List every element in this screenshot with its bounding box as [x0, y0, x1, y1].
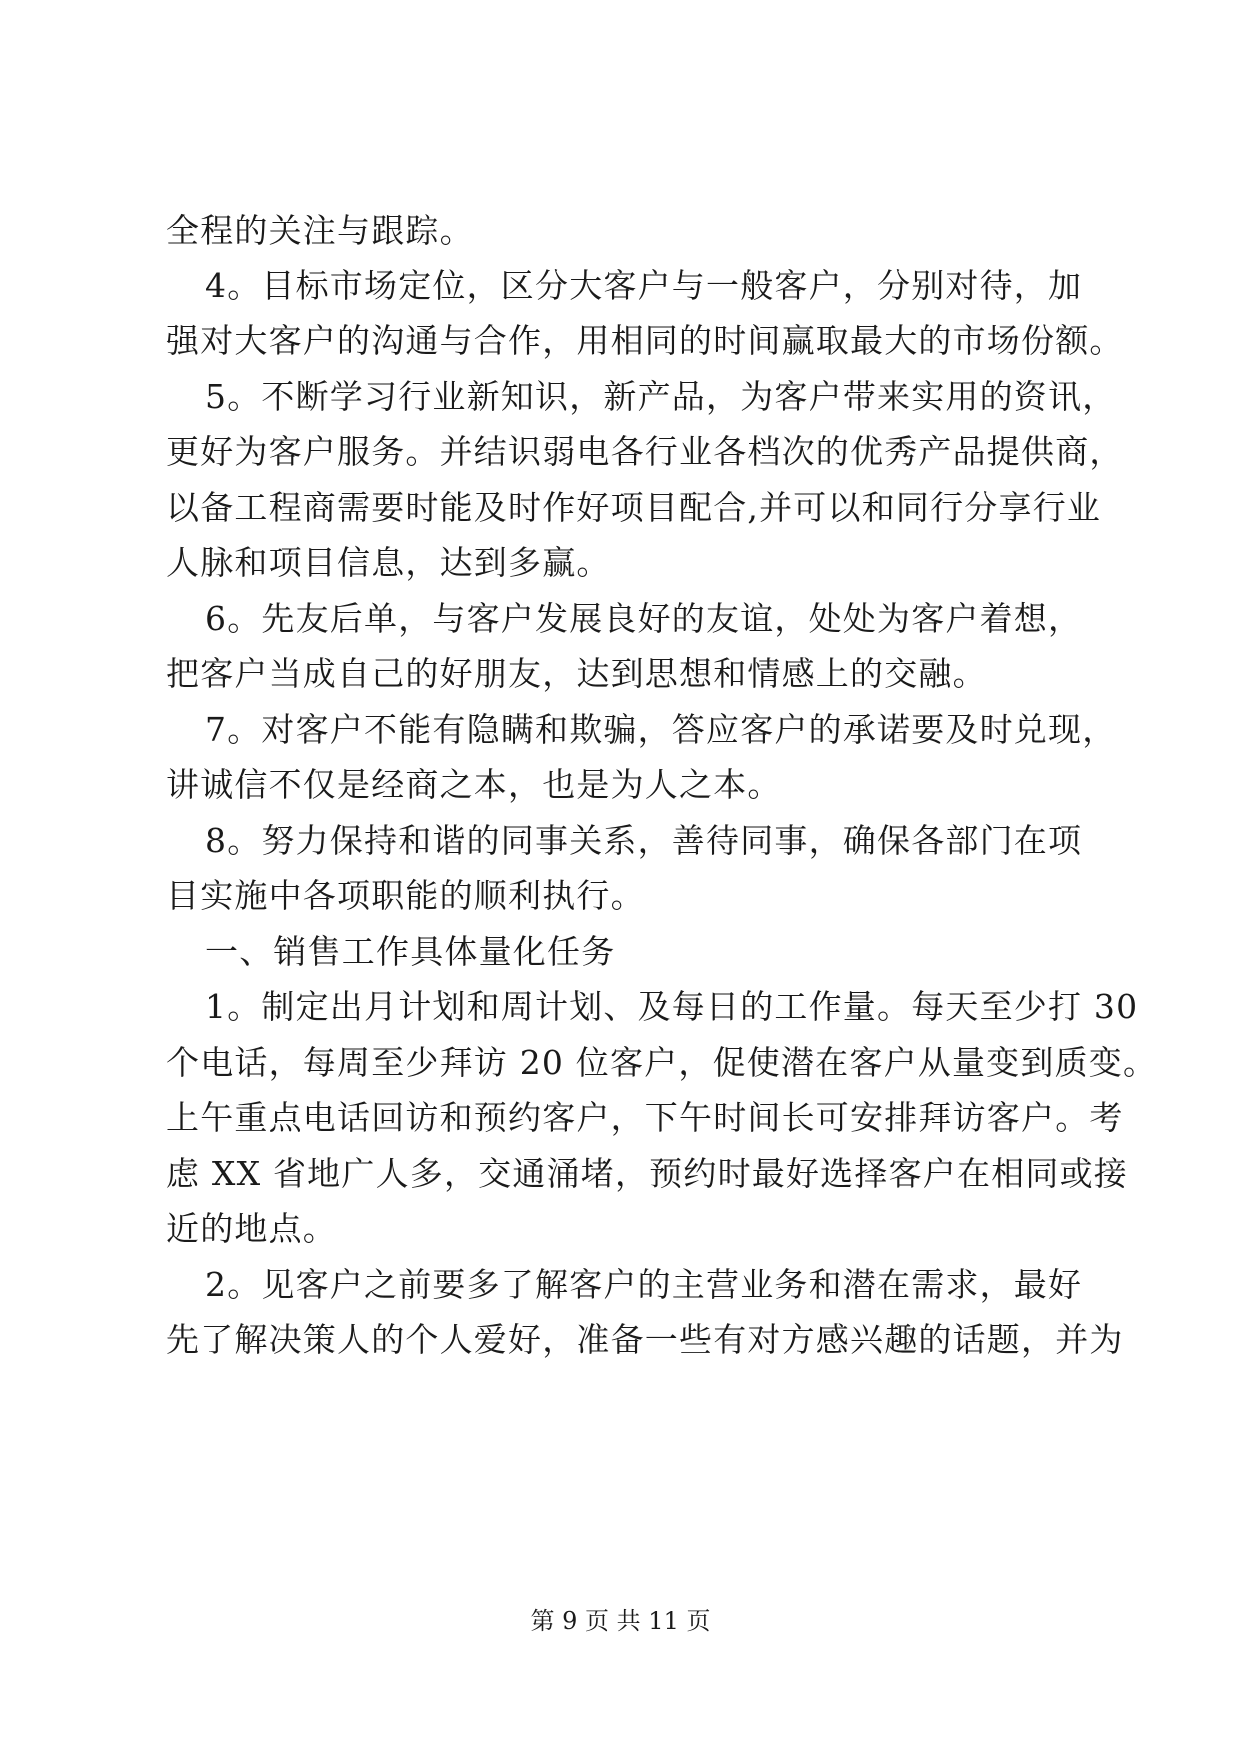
- body-line: 全程的关注与跟踪。: [166, 211, 474, 250]
- body-line: 8。努力保持和谐的同事关系，善待同事，确保各部门在项: [205, 821, 1083, 860]
- body-line: 5。不断学习行业新知识，新产品，为客户带来实用的资讯，: [205, 377, 1117, 416]
- body-line: 虑 XX 省地广人多，交通涌堵，预约时最好选择客户在相同或接: [166, 1154, 1128, 1193]
- body-line: 更好为客户服务。并结识弱电各行业各档次的优秀产品提供商，: [166, 432, 1124, 471]
- body-line: 近的地点。: [166, 1209, 337, 1248]
- body-line: 6。先友后单，与客户发展良好的友谊，处处为客户着想，: [205, 599, 1083, 638]
- body-line: 2。见客户之前要多了解客户的主营业务和潜在需求，最好: [205, 1265, 1083, 1304]
- body-line: 目实施中各项职能的顺利执行。: [166, 876, 645, 915]
- body-line: 上午重点电话回访和预约客户，下午时间长可安排拜访客户。考: [166, 1098, 1124, 1137]
- body-line: 先了解决策人的个人爱好，准备一些有对方感兴趣的话题，并为: [166, 1320, 1124, 1359]
- body-line: 把客户当成自己的好朋友，达到思想和情感上的交融。: [166, 654, 987, 693]
- section-heading: 一、销售工作具体量化任务: [205, 932, 616, 971]
- body-line: 强对大客户的沟通与合作，用相同的时间赢取最大的市场份额。: [166, 321, 1124, 360]
- body-line: 4。目标市场定位，区分大客户与一般客户，分别对待，加: [205, 266, 1083, 305]
- body-line: 讲诚信不仅是经商之本，也是为人之本。: [166, 765, 782, 804]
- body-line: 个电话，每周至少拜访 20 位客户，促使潜在客户从量变到质变。: [166, 1043, 1158, 1082]
- page-number-footer: 第 9 页 共 11 页: [530, 1607, 711, 1635]
- body-line: 7。对客户不能有隐瞒和欺骗，答应客户的承诺要及时兑现，: [205, 710, 1117, 749]
- body-line: 1。制定出月计划和周计划、及每日的工作量。每天至少打 30: [205, 987, 1139, 1026]
- body-line: 人脉和项目信息，达到多赢。: [166, 543, 611, 582]
- body-line: 以备工程商需要时能及时作好项目配合,并可以和同行分享行业: [166, 488, 1102, 527]
